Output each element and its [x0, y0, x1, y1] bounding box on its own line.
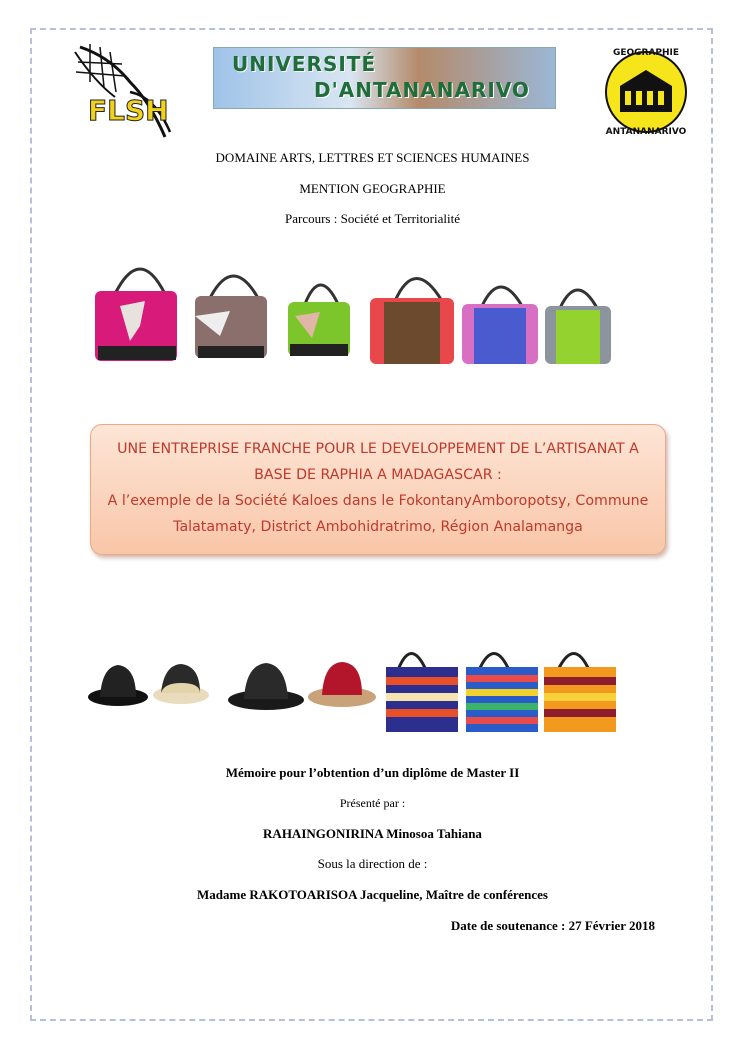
university-name-line2: D'ANTANANARIVO: [314, 78, 530, 102]
thesis-title-line2: BASE DE RAPHIA A MADAGASCAR :: [254, 467, 502, 483]
hats-and-bags-photo: [86, 635, 632, 747]
university-name-line1: UNIVERSITÉ: [232, 52, 377, 76]
university-banner: [213, 47, 556, 109]
thesis-title-box: [90, 424, 666, 555]
direction-label: Sous la direction de :: [317, 856, 428, 871]
presented-by-label: Présenté par :: [339, 796, 406, 810]
svg-text:ANTANANARIVO: ANTANANARIVO: [605, 127, 687, 136]
defense-date: Date de soutenance : 27 Février 2018: [450, 918, 655, 933]
svg-text:GEOGRAPHIE: GEOGRAPHIE: [612, 48, 680, 58]
supervisor-name: Madame RAKOTOARISOA Jacqueline, Maître de conférences: [197, 887, 548, 902]
thesis-subtitle-line2: Talatamaty, District Ambohidratrimo, Région Analamanga: [173, 519, 583, 535]
thesis-title-line1: UNE ENTREPRISE FRANCHE POUR LE DEVELOPPEMENT DE L’ARTISANAT A: [117, 441, 639, 457]
mention-heading: MENTION GEOGRAPHIE: [299, 181, 446, 196]
memoire-statement: Mémoire pour l’obtention d’un diplôme de Master II: [225, 765, 520, 780]
geographie-logo: [596, 46, 696, 136]
domain-heading: DOMAINE ARTS, LETTRES ET SCIENCES HUMAINES: [215, 150, 530, 165]
thesis-subtitle-line1: A l’exemple de la Société Kaloes dans le FokontanyAmboropotsy, Commune: [107, 493, 649, 509]
svg-text:FLSH: FLSH: [88, 94, 169, 127]
raffia-bags-photo: [90, 246, 650, 394]
parcours-heading: Parcours : Société et Territorialité: [284, 211, 460, 226]
author-name: RAHAINGONIRINA Minosoa Tahiana: [263, 826, 482, 841]
flsh-logo: [70, 42, 175, 144]
